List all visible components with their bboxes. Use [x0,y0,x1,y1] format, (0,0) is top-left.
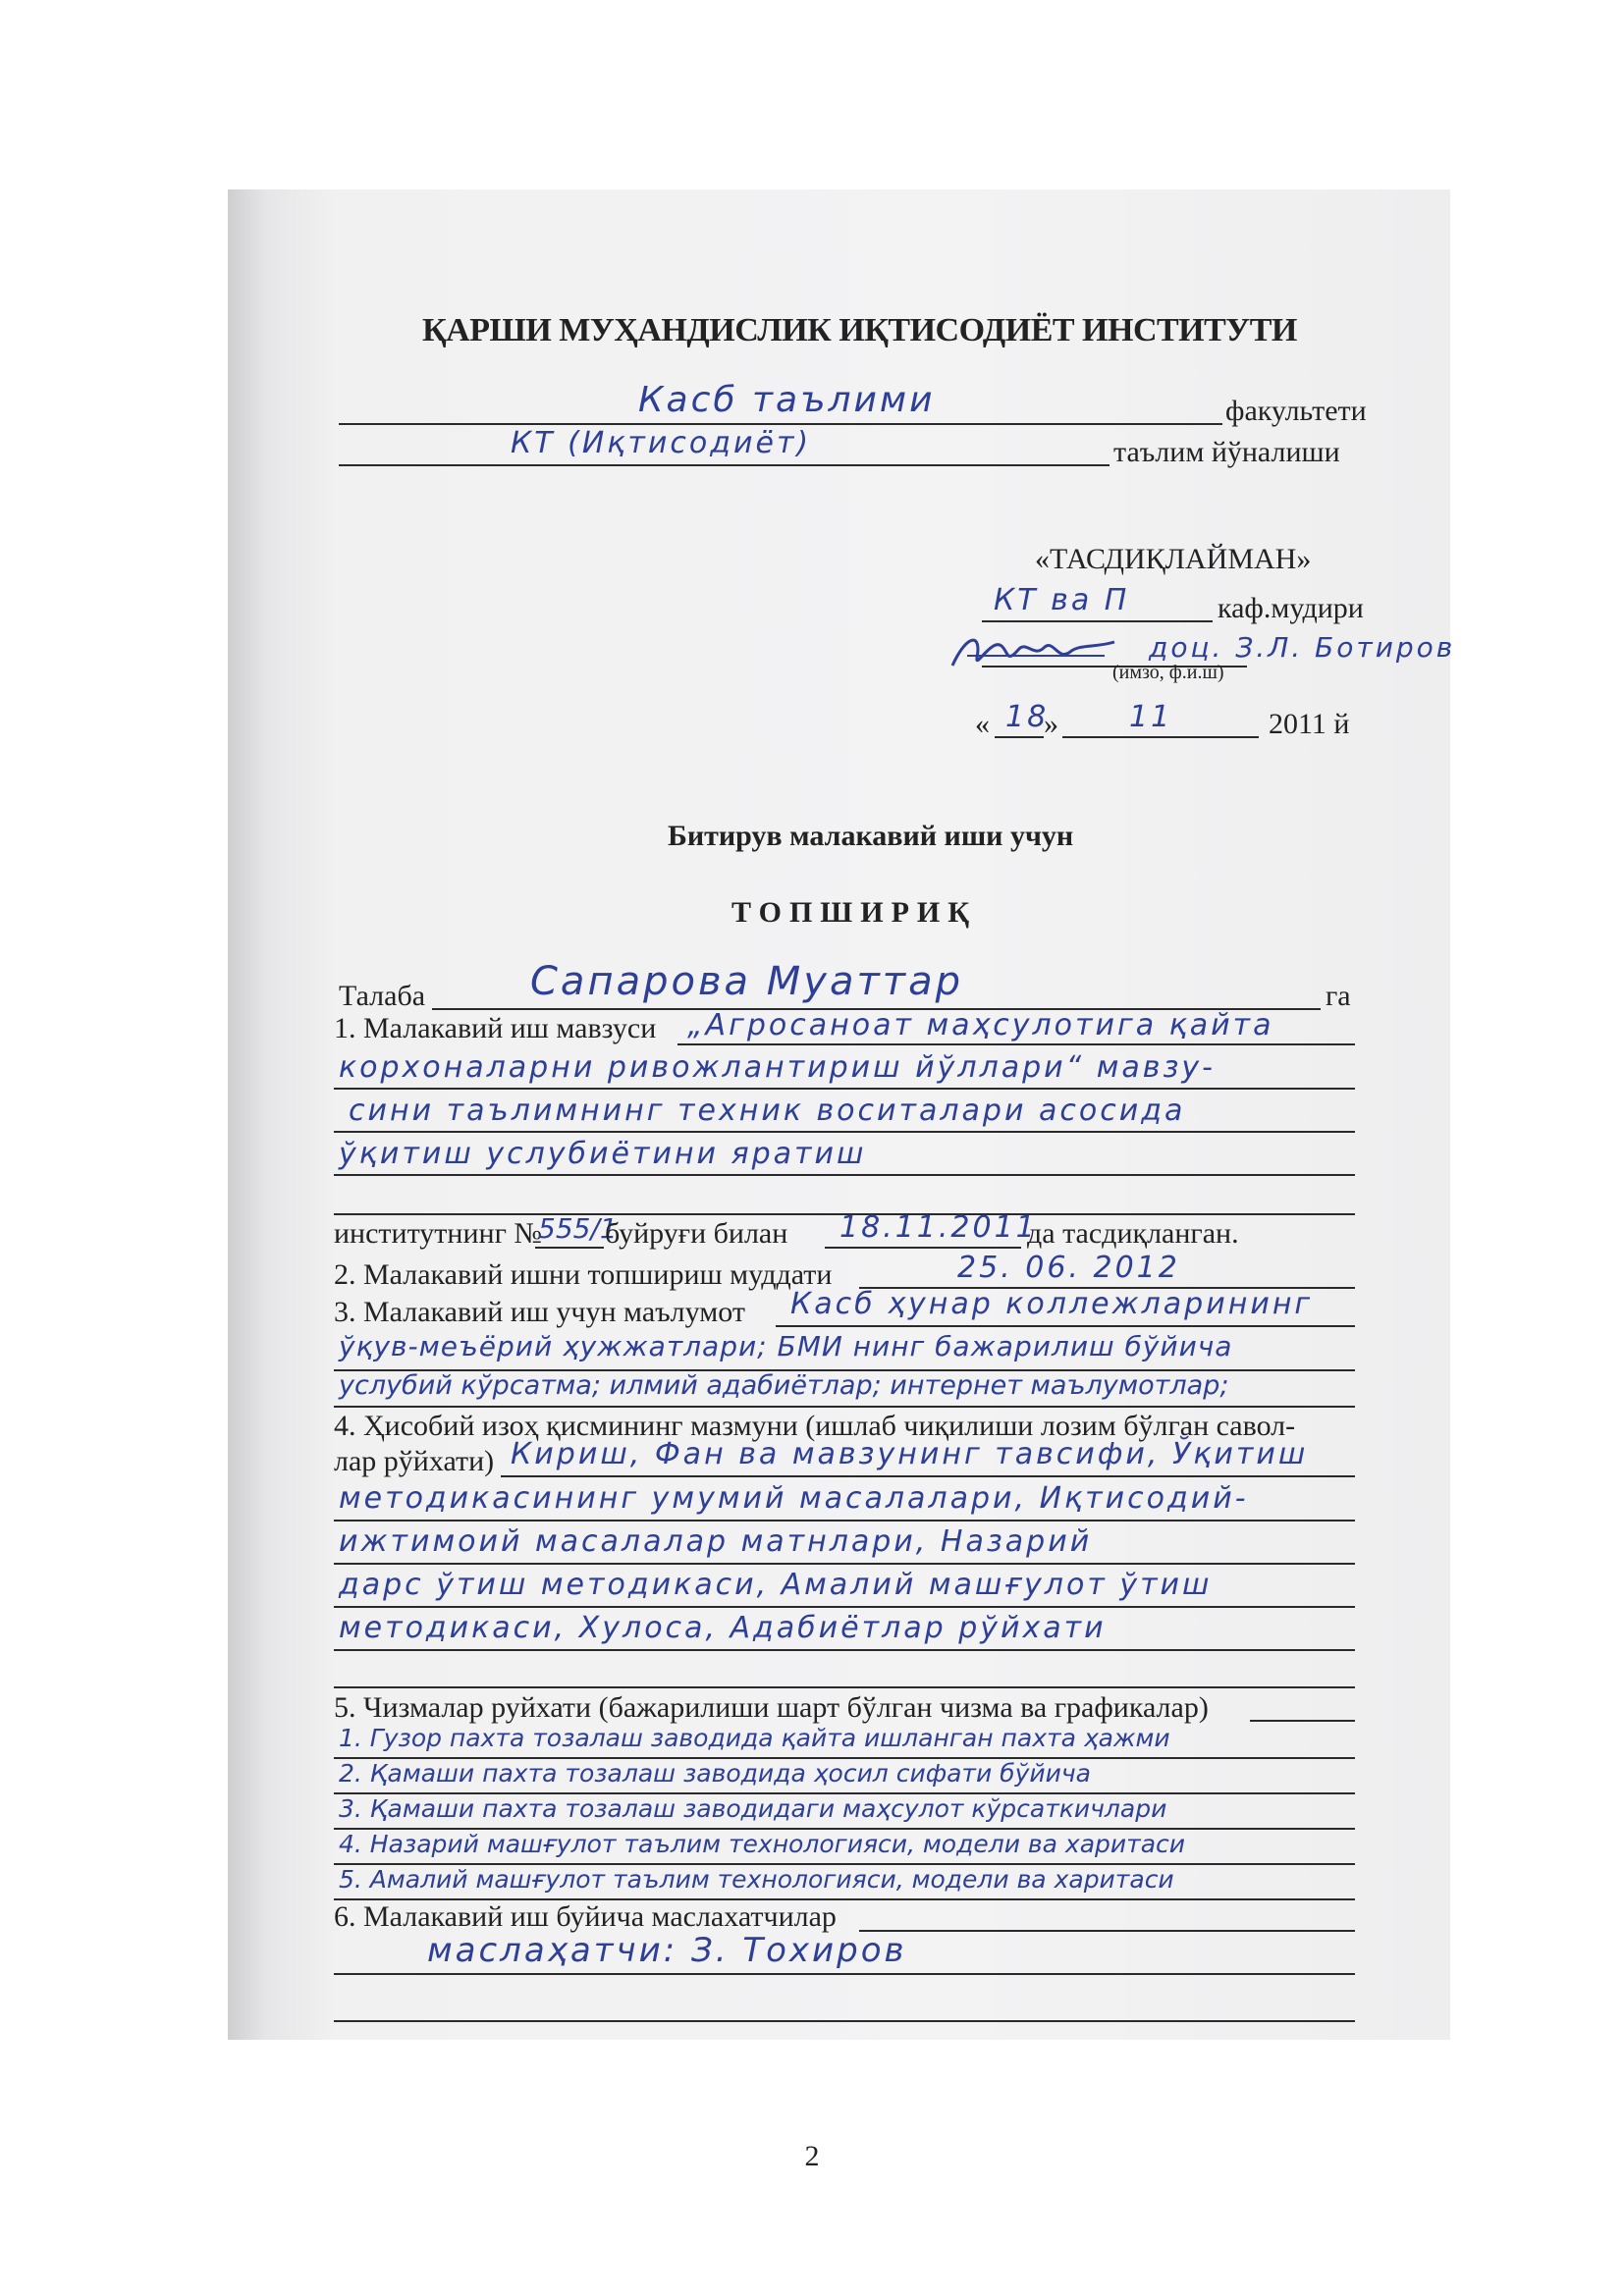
department-line [982,620,1213,622]
consultants-line-1 [334,1973,1355,1975]
explanation-line-4 [334,1606,1355,1608]
topic-label: 1. Малакавий иш мавзуси [334,1012,657,1044]
student-label: Талаба [339,980,426,1012]
drawings-label: 5. Чизмалар руйхати (бажарилиши шарт бўлган чизма ва графикалар) [334,1691,1209,1724]
explanation-label-2: лар рўйхати) [334,1445,495,1477]
order-number: 555/1 [538,1212,618,1245]
explanation-handwritten-2: методикасининг умумий масалалари, Иқтисодий- [339,1481,1249,1516]
order-date: 18.11.2011 [839,1210,1038,1245]
signature-caption: (имзо, ф.и.ш) [1112,662,1224,683]
data-source-line-1 [776,1325,1355,1327]
explanation-handwritten-4: дарс ўтиш методикаси, Амалий машғулот ўтиш [339,1568,1213,1602]
head-handwritten: доц. З.Л. Ботиров [1149,631,1456,664]
drawings-handwritten-4: 4. Назарий машғулот таълим технологияси, модели ва харитаси [339,1830,1186,1858]
drawings-handwritten-2: 2. Қамаши пахта тозалаш заводида ҳосил сифати бўйича [339,1759,1091,1788]
topic-line-1 [677,1043,1355,1045]
date-day-line [995,736,1044,738]
approval-title: «ТАСДИҚЛАЙМАН» [1035,543,1312,575]
explanation-line-3 [334,1563,1355,1565]
order-middle: буйруғи билан [605,1217,788,1250]
consultants-line-0 [859,1930,1355,1932]
order-date-line [825,1247,1021,1249]
topic-line-4 [334,1174,1355,1176]
document-title: ТОПШИРИҚ [731,896,977,929]
explanation-line-5 [334,1649,1355,1651]
direction-handwritten: КТ (Иқтисодиёт) [511,426,812,460]
explanation-label-1: 4. Ҳисобий изоҳ қисмининг мазмуни (ишлаб чиқилиши лозим бўлган савол- [334,1410,1296,1442]
deadline-handwritten: 25. 06. 2012 [957,1251,1180,1285]
faculty-label: факультети [1225,395,1367,427]
subtitle: Битирув малакавий иши учун [668,820,1074,852]
order-suffix: да тасдиқланган. [1027,1217,1239,1250]
explanation-handwritten-1: Кириш, Фан ва мавзунинг тавсифи, Ўқитиш [511,1437,1309,1471]
department-label: каф.мудири [1218,592,1364,624]
drawings-handwritten-1: 1. Гузор пахта тозалаш заводида қайта ишланган пахта ҳажми [339,1724,1170,1752]
drawings-handwritten-3: 3. Қамаши пахта тозалаш заводидаги маҳсулот кўрсаткичлари [339,1794,1167,1823]
date-month-line [1062,736,1259,738]
order-prefix: институтнинг № [334,1217,543,1250]
direction-line [339,464,1110,466]
data-source-label: 3. Малакавий иш учун маълумот [334,1296,745,1328]
explanation-line-6 [334,1686,1355,1688]
consultants-label: 6. Малакавий иш буйича маслахатчилар [334,1900,837,1933]
deadline-label: 2. Малакавий ишни топшириш муддати [334,1258,833,1291]
approval-date-open: « [975,708,990,740]
topic-handwritten-4: ўқитиш услубиётини яратиш [339,1137,867,1171]
approval-date-year: 2011 й [1269,708,1350,740]
direction-label: таълим йўналиши [1113,436,1340,468]
topic-handwritten-1: „Агросаноат маҳсулотига қайта [687,1008,1274,1042]
data-source-handwritten-2: ўқув-меъёрий ҳужжатлари; БМИ нинг бажарилиш бўйича [339,1330,1233,1362]
topic-handwritten-3: сини таълимнинг техник воситалари асосида [349,1094,1186,1128]
topic-line-2 [334,1088,1355,1090]
data-source-line-3 [334,1406,1355,1408]
explanation-handwritten-3: ижтимоий масалалар матнлари, Назарий [339,1524,1093,1559]
consultants-line-2 [334,2020,1355,2022]
data-source-handwritten-1: Касб ҳунар коллежларининг [790,1287,1314,1321]
approval-date-close: » [1044,708,1058,740]
data-source-handwritten-3: услубий кўрсатма; илмий адабиётлар; интернет маълумотлар; [339,1370,1229,1401]
approval-date-day: 18 [1005,700,1050,734]
explanation-line-2 [334,1520,1355,1522]
approval-date-month: 11 [1129,700,1173,734]
topic-handwritten-2: корхоналарни ривожлантириш йўллари“ мавзу- [339,1050,1216,1085]
drawings-line-0 [1250,1720,1355,1722]
page-number: 2 [804,2140,820,2172]
institute-title: ҚАРШИ МУҲАНДИСЛИК ИҚТИСОДИЁТ ИНСТИТУТИ [422,312,1297,348]
order-number-line [535,1247,604,1249]
drawings-handwritten-5: 5. Амалий машғулот таълим технологияси, модели ва харитаси [339,1865,1174,1894]
explanation-handwritten-5: методикаси, Хулоса, Адабиётлар рўйхати [339,1611,1107,1645]
student-handwritten: Сапарова Муаттар [530,959,963,1004]
topic-line-3 [334,1131,1355,1133]
student-suffix: га [1326,980,1351,1012]
signature-image [947,628,1124,683]
faculty-line [339,423,1222,425]
faculty-handwritten: Касб таълими [638,380,936,420]
department-handwritten: КТ ва П [994,583,1130,617]
consultants-handwritten: маслаҳатчи: З. Тохиров [427,1931,907,1970]
explanation-line-1 [501,1475,1355,1477]
